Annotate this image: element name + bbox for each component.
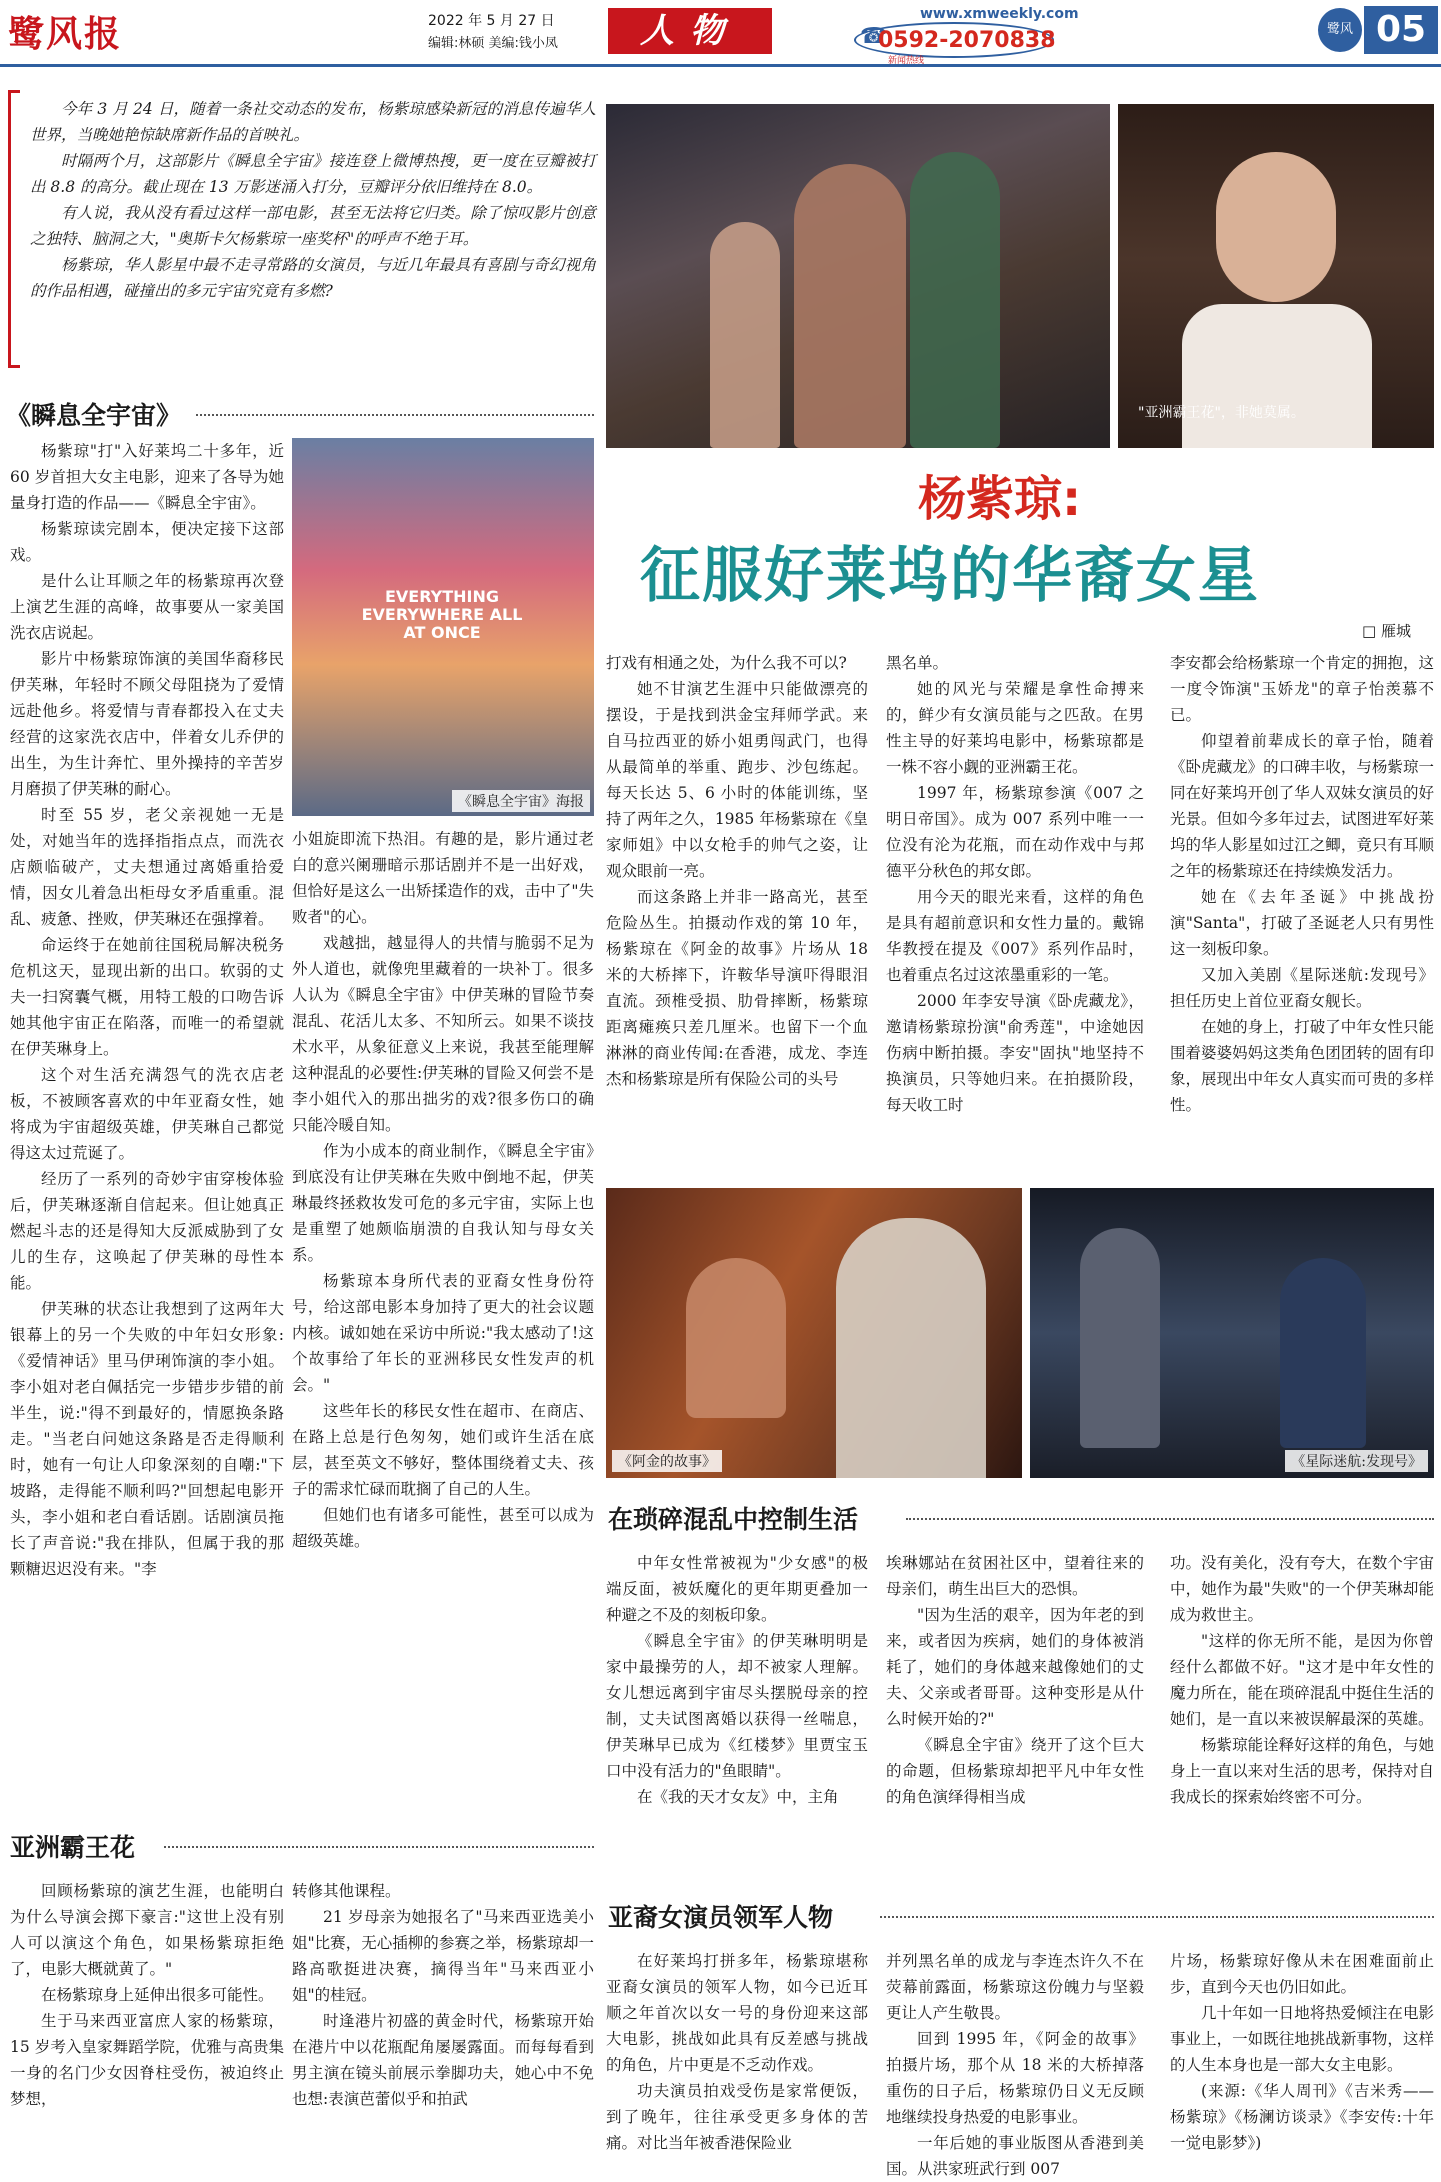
main-photo xyxy=(606,104,1110,448)
figure-left xyxy=(710,222,780,448)
byline: □ 雁城 xyxy=(1362,622,1411,640)
section1-col1 xyxy=(10,438,284,1582)
section-title-control: 在琐碎混乱中控制生活 xyxy=(608,1505,859,1534)
section5-col4 xyxy=(886,1948,1144,2182)
paragraph: 时至 55 岁，老父亲视她一无是处，对她当年的选择指指点点，而洗衣店颇临破产，丈夫想通过离婚重拾爱情，因女儿着急出柜母女矛盾重重。混乱、疲惫、挫败，伊芙琳还在强撑着。 xyxy=(10,806,284,928)
still-figure-captain xyxy=(1280,1258,1366,1448)
paragraph: 作为小成本的商业制作，《瞬息全宇宙》到底没有让伊芙琳在失败中倒地不起，伊芙琳最终拯救妆发可危的多元宇宙，实际上也是重塑了她颇临崩溃的自我认知与母女关系。 xyxy=(292,1142,594,1264)
poster-image xyxy=(292,438,594,816)
paragraph: 而这条路上并非一路高光，甚至危险丛生。拍摄动作戏的第 10 年，杨紫琼在《阿金的故事》片场从 18 米的大桥摔下，许鞍华导演吓得眼泪直流。颈椎受损、肋骨摔断，杨紫琼距离瘫痪只差几厘米。也留下一个血淋淋的商业传闻:在香港，成龙、李连杰和杨紫琼是所有保险公司的头号 xyxy=(606,888,868,1088)
badge-text: 鹭风 xyxy=(1326,22,1353,37)
section4-col1 xyxy=(10,1878,284,2112)
portrait-photo xyxy=(1118,104,1434,448)
paragraph: 仰望着前辈成长的章子怡，随着《卧虎藏龙》的口碑丰收，与杨紫琼一同在好莱坞开创了华人双妹女演员的好光景。但如今多年过去，试图进军好莱坞的华人影星如过江之鲫，竟只有耳顺之年的杨紫琼还在持续焕发活力。 xyxy=(1170,732,1434,880)
paragraph: 她在《去年圣诞》中挑战扮演"Santa"，打破了圣诞老人只有男性这一刻板印象。 xyxy=(1170,888,1434,958)
paragraph: 回顾杨紫琼的演艺生涯，也能明白为什么导演会掷下豪言:"这世上没有别人可以演这个角色，如果杨紫琼拒绝了，电影大概就黄了。" xyxy=(10,1882,284,1978)
phone-icon: ☎ xyxy=(860,24,888,49)
paragraph: 在杨紫琼身上延伸出很多可能性。 xyxy=(41,1986,274,2004)
paragraph: "因为生活的艰辛，因为年老的到来，或者因为疾病，她们的身体被消耗了，她们的身体越来越像她们的丈夫、父亲或者哥哥。这种变形是从什么时候开始的?" xyxy=(886,1606,1144,1728)
paragraph: 在《我的天才女友》中，主角 xyxy=(637,1788,839,1806)
page-number: 05 xyxy=(1364,6,1438,54)
paragraph: 中年女性常被视为"少女感"的极端反面，被妖魔化的更年期更叠加一种避之不及的刻板印象。 xyxy=(606,1554,868,1624)
title-dots xyxy=(906,1518,1434,1520)
figure-center xyxy=(794,164,906,448)
paragraph: 她的风光与荣耀是拿性命搏来的，鲜少有女演员能与之匹敌。在男性主导的好莱坞电影中，杨紫琼都是一株不容小觑的亚洲霸王花。 xyxy=(886,680,1144,776)
still-ah-kam-caption: 《阿金的故事》 xyxy=(612,1450,722,1472)
paragraph: 小姐旋即流下热泪。有趣的是，影片通过老白的意兴阑珊暗示那话剧并不是一出好戏，但恰好是这么一出矫揉造作的戏，击中了"失败者"的心。 xyxy=(292,830,594,926)
paragraph: 打戏有相通之处，为什么我不可以? xyxy=(606,654,847,672)
headline-line2: 征服好莱坞的华裔女星 xyxy=(640,541,1260,611)
paragraph: 她不甘演艺生涯中只能做漂亮的摆设，于是找到洪金宝拜师学武。来自马拉西亚的娇小姐勇闯武门，也得从最简单的举重、跑步、沙包练起。每天长达 5、6 小时的体能训练，坚持了两年之久，1985 年杨紫琼在《皇家师姐》中以女枪手的帅气之姿，让观众眼前一亮。 xyxy=(606,680,868,880)
paragraph: 这些年长的移民女性在超市、在商店、在路上总是行色匆匆，她们或许生活在底层，甚至英文不够好，整体围绕着丈夫、孩子的需求忙碌而耽搁了自己的人生。 xyxy=(292,1402,594,1498)
headline-line1: 杨紫琼: xyxy=(918,471,1082,527)
portrait-face xyxy=(1216,152,1336,302)
still-figure-man xyxy=(836,1218,986,1478)
header-rule xyxy=(0,64,1441,67)
section2-col5 xyxy=(1170,650,1434,1118)
intro-paragraph: 有人说，我从没有看过这样一部电影，甚至无法将它归类。除了惊叹影片创意之独特、脑洞之大，"奥斯卡欠杨紫琼一座奖杯"的呼声不绝于耳。 xyxy=(30,204,596,248)
paragraph: 回到 1995 年，《阿金的故事》拍摄片场，那个从 18 米的大桥掉落重伤的日子后，杨紫琼仍日义无反顾地继续投身热爱的电影事业。 xyxy=(886,2030,1144,2126)
paragraph: 是什么让耳顺之年的杨紫琼再次登上演艺生涯的高峰，故事要从一家美国洗衣店说起。 xyxy=(10,572,284,642)
paragraph: 生于马来西亚富庶人家的杨紫琼，15 岁考入皇家舞蹈学院，优雅与高贵集一身的名门少女因脊柱受伤，被迫终止梦想， xyxy=(10,2012,284,2108)
intro-paragraph: 时隔两个月，这部影片《瞬息全宇宙》接连登上微博热搜，更一度在豆瓣被打出 8.8 的高分。截止现在 13 万影迷涌入打分，豆瓣评分依旧维持在 8.0。 xyxy=(30,152,596,196)
section5-col5 xyxy=(1170,1948,1434,2156)
paragraph: 李安都会给杨紫琼一个肯定的拥抱，这一度令饰演"玉娇龙"的章子怡羡慕不已。 xyxy=(1170,654,1434,724)
still-star-trek xyxy=(1030,1188,1434,1478)
section5-col3 xyxy=(606,1948,868,2156)
paragraph: 杨紫琼"打"入好莱坞二十多年，近 60 岁首担大女主电影，迎来了各导为她量身打造的作品——《瞬息全宇宙》。 xyxy=(10,442,284,512)
website-url[interactable]: www.xmweekly.com xyxy=(920,6,1079,22)
hotline-number: 0592-2070838 xyxy=(878,28,1056,53)
still-ah-kam xyxy=(606,1188,1022,1478)
section2-col3 xyxy=(606,650,868,1092)
paragraph: 命运终于在她前往国税局解决税务危机这天，显现出新的出口。软弱的丈夫一扫窝囊气概，用特工般的口吻告诉她其他宇宙正在陷落，而唯一的希望就在伊芙琳身上。 xyxy=(10,936,284,1058)
paragraph: 《瞬息全宇宙》绕开了这个巨大的命题，但杨紫琼却把平凡中年女性的角色演绎得相当成 xyxy=(886,1736,1144,1806)
poster-caption: 《瞬息全宇宙》海报 xyxy=(452,790,590,812)
paragraph: 21 岁母亲为她报名了"马来西亚选美小姐"比赛，无心插柳的参赛之举，杨紫琼却一路高歌挺进决赛，摘得当年"马来西亚小姐"的桂冠。 xyxy=(292,1908,594,2004)
paragraph: 埃琳娜站在贫困社区中，望着往来的母亲们，萌生出巨大的恐惧。 xyxy=(886,1554,1144,1598)
paragraph: 片场，杨紫琼好像从未在困难面前止步，直到今天也仍旧如此。 xyxy=(1170,1952,1434,1996)
newspaper-logo: 鹭风报 xyxy=(8,13,123,55)
paragraph: 并列黑名单的成龙与李连杰许久不在荧幕前露面，杨紫琼这份魄力与坚毅更让人产生敬畏。 xyxy=(886,1952,1144,2022)
paragraph: 转修其他课程。 xyxy=(292,1882,401,1900)
paragraph: 又加入美剧《星际迷航:发现号》担任历史上首位亚裔女舰长。 xyxy=(1170,966,1434,1010)
section3-col4 xyxy=(886,1550,1144,1810)
paragraph: 时逢港片初盛的黄金时代，杨紫琼开始在港片中以花瓶配角屡屡露面。而每每看到男主演在镜头前展示拳脚功夫，她心中不免也想:表演芭蕾似乎和拍武 xyxy=(292,2012,594,2108)
section2-col4 xyxy=(886,650,1144,1118)
issue-date: 2022 年 5 月 27 日 xyxy=(428,13,555,29)
section-title-multiverse: 《瞬息全宇宙》 xyxy=(6,401,182,430)
intro-box xyxy=(30,96,596,304)
poster-title: EVERYTHING EVERYWHERE ALL AT ONCE xyxy=(361,587,523,642)
title-dots xyxy=(164,1846,594,1848)
section1-col2 xyxy=(292,826,594,1554)
paragraph: "这样的你无所不能，是因为你曾经什么都做不好。"这才是中年女性的魔力所在，能在琐碎混乱中挺住生活的她们，是一直以来被误解最深的英雄。 xyxy=(1170,1632,1434,1728)
paragraph: 功。没有美化，没有夸大，在数个宇宙中，她作为最"失败"的一个伊芙琳却能成为救世主。 xyxy=(1170,1554,1434,1624)
paragraph: 杨紫琼读完剧本，便决定接下这部戏。 xyxy=(10,520,284,564)
paragraph: 2000 年李安导演《卧虎藏龙》，邀请杨紫琼扮演"俞秀莲"，中途她因伤病中断拍摄。李安"固执"地坚持不换演员，只等她归来。在拍摄阶段，每天收工时 xyxy=(886,992,1144,1114)
hotline-label: 新闻热线 xyxy=(888,56,925,66)
intro-paragraph: 杨紫琼，华人影星中最不走寻常路的女演员，与近几年最具有喜剧与奇幻视角的作品相遇，碰撞出的多元宇宙究竟有多燃? xyxy=(30,256,596,300)
intro-bracket xyxy=(8,90,20,368)
paragraph: 功夫演员拍戏受伤是家常便饭，到了晚年，往往承受更多身体的苦痛。对比当年被香港保险业 xyxy=(606,2082,868,2152)
section3-col5 xyxy=(1170,1550,1434,1810)
paragraph: 经历了一系列的奇妙宇宙穿梭体验后，伊芙琳逐渐自信起来。但让她真正燃起斗志的还是得知大反派威胁到了女儿的生存，这唤起了伊芙琳的母性本能。 xyxy=(10,1170,284,1292)
section-title-asian-queen: 亚洲霸王花 xyxy=(10,1833,136,1862)
still-star-trek-caption: 《星际迷航:发现号》 xyxy=(1285,1450,1428,1472)
title-dots xyxy=(196,414,594,416)
paragraph: 杨紫琼能诠释好这样的角色，与她身上一直以来对生活的思考，保持对自我成长的探索始终密不可分。 xyxy=(1170,1736,1434,1806)
paragraph: 戏越拙，越显得人的共情与脆弱不足为外人道也，就像兜里藏着的一块补丁。很多人认为《瞬息全宇宙》中伊芙琳的冒险节奏混乱、花活儿太多、不知所云。如果不谈技术水平，从象征意义上来说，我甚至能理解这种混乱的必要性:伊芙琳的冒险又何尝不是李小姐代入的那出拙劣的戏?很多伤口的确只能冷暖自知。 xyxy=(292,934,594,1134)
paragraph: 黑名单。 xyxy=(886,654,949,672)
intro-paragraph: 今年 3 月 24 日，随着一条社交动态的发布，杨紫琼感染新冠的消息传遍华人世界，当晚她艳惊缺席新作品的首映礼。 xyxy=(30,100,596,144)
section-title-leader: 亚裔女演员领军人物 xyxy=(608,1903,834,1932)
paragraph: 在好莱坞打拼多年，杨紫琼堪称亚裔女演员的领军人物，如今已近耳顺之年首次以女一号的身份迎来这部大电影，挑战如此具有反差感与挑战的角色，片中更是不乏动作戏。 xyxy=(606,1952,868,2074)
portrait-collar xyxy=(1182,304,1372,448)
section-banner xyxy=(608,8,772,54)
paragraph: 影片中杨紫琼饰演的美国华裔移民伊芙琳，年轻时不顾父母阻挠为了爱情远赴他乡。将爱情与青春都投入在丈夫经营的这家洗衣店中，伴着女儿乔伊的出生，为生计奔忙、里外操持的辛苦岁月磨损了伊芙琳的耐心。 xyxy=(10,650,284,798)
paragraph: 1997 年，杨紫琼参演《007 之明日帝国》。成为 007 系列中唯一一位没有沦为花瓶，而在动作戏中与邦德平分秋色的邦女郎。 xyxy=(886,784,1144,880)
paragraph: 但她们也有诸多可能性，甚至可以成为超级英雄。 xyxy=(292,1506,594,1550)
paragraph: 几十年如一日地将热爱倾注在电影事业上，一如既往地挑战新事物，这样的人生本身也是一部大女主电影。 xyxy=(1170,2004,1434,2074)
editor-credits: 编辑:林硕 美编:钱小凤 xyxy=(428,36,558,51)
figure-right xyxy=(910,152,1000,448)
paragraph: 杨紫琼本身所代表的亚裔女性身份符号，给这部电影本身加持了更大的社会议题内核。诚如她在采访中所说:"我太感动了!这个故事给了年长的亚洲移民女性发声的机会。" xyxy=(292,1272,594,1394)
paragraph: (来源:《华人周刊》《吉米秀——杨紫琼》《杨澜访谈录》《李安传:十年一觉电影梦》) xyxy=(1170,2082,1434,2152)
paragraph: 在她的身上，打破了中年女性只能围着婆婆妈妈这类角色团团转的固有印象，展现出中年女人真实而可贵的多样性。 xyxy=(1170,1018,1434,1114)
section3-col3 xyxy=(606,1550,868,1810)
paragraph: 伊芙琳的状态让我想到了这两年大银幕上的另一个失败的中年妇女形象:《爱情神话》里马伊琍饰演的李小姐。李小姐对老白佩括完一步错步步错的前半生，说:"得不到最好的，情愿换条路走。"当老白问她这条路是否走得顺利时，她有一句让人印象深刻的自嘲:"下坡路，走得能不顺利吗?"回想起电影开头，李小姐和老白看话剧。话剧演员拖长了声音说:"我在排队，但属于我的那颗糖迟迟没有来。"李 xyxy=(10,1300,284,1578)
title-dots xyxy=(880,1916,1434,1918)
paragraph: 《瞬息全宇宙》的伊芙琳明明是家中最操劳的人，却不被家人理解。女儿想远离到宇宙尽头摆脱母亲的控制，丈夫试图离婚以获得一丝喘息，伊芙琳早已成为《红楼梦》里贾宝玉口中没有活力的"鱼眼睛"。 xyxy=(606,1632,868,1780)
paragraph: 一年后她的事业版图从香港到美国。从洪家班武行到 007 xyxy=(886,2134,1144,2178)
paragraph: 用今天的眼光来看，这样的角色是具有超前意识和女性力量的。戴锦华教授在提及《007》系列作品时，也着重点名过这浓墨重彩的一笔。 xyxy=(886,888,1144,984)
masthead xyxy=(0,0,1441,68)
paragraph: 这个对生活充满怨气的洗衣店老板，不被顾客喜欢的中年亚裔女性，她将成为宇宙超级英雄，伊芙琳自己都觉得这太过荒诞了。 xyxy=(10,1066,284,1162)
portrait-caption: "亚洲霸王花"，非她莫属。 xyxy=(1138,405,1305,421)
still-figure-alien xyxy=(1080,1228,1160,1448)
still-figure-woman xyxy=(686,1258,786,1418)
section4-col2 xyxy=(292,1878,594,2112)
section-name: 人物 xyxy=(640,11,740,51)
page-badge xyxy=(1318,8,1362,52)
